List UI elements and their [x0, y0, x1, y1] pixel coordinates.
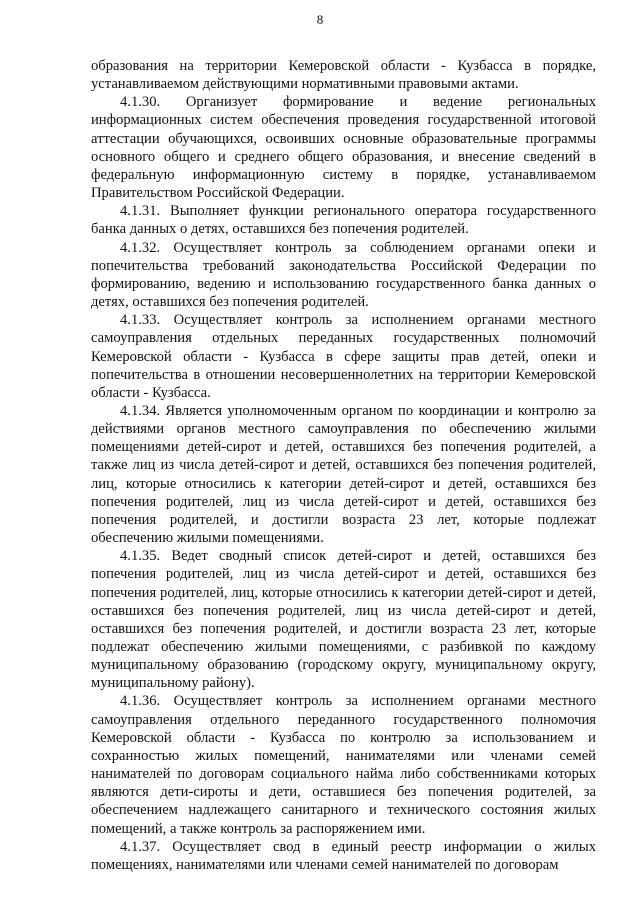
- paragraph-continuation: образования на территории Кемеровской области - Кузбасса в порядке, устанавливаемом действующими нормативными правовыми актами.: [91, 58, 596, 93]
- paragraph-4-1-33: 4.1.33. Осуществляет контроль за исполнением органами местного самоуправления отдельных переданных государственных полномочий Кемеровской области - Кузбасса в сфере защиты прав детей, опеки и попечительства в отношении несовершеннолетних на территории Кемеровской области - Кузбасса.: [91, 312, 596, 401]
- paragraph-4-1-31: 4.1.31. Выполняет функции регионального оператора государственного банка данных о детях, оставшихся без попечения родителей.: [91, 203, 596, 238]
- paragraph-4-1-30: 4.1.30. Организует формирование и ведение региональных информационных систем обеспечения проведения государственной итоговой аттестации обучающихся, освоивших основные образовательные программы основного общего и среднего общего образования, и внесение сведений в федеральную информационную систему в порядке, устанавливаемом Правительством Российской Федерации.: [91, 94, 596, 202]
- paragraph-4-1-32: 4.1.32. Осуществляет контроль за соблюдением органами опеки и попечительства требований законодательства Российской Федерации по формированию, ведению и использованию государственного банка данных о детях, оставшихся без попечения родителей.: [91, 239, 596, 311]
- paragraph-4-1-36: 4.1.36. Осуществляет контроль за исполнением органами местного самоуправления отдельного переданного государственного полномочия Кемеровской области - Кузбасса по контролю за использованием и сохранностью жилых помещений, нанимателями или членами семей нанимателей по договорам социального найма либо собственниками которых являются дети-сироты и дети, оставшиеся без попечения родителей, за обеспечением надлежащего санитарного и технического состояния жилых помещений, а также контроль за распоряжением ими.: [91, 693, 596, 837]
- paragraph-4-1-37: 4.1.37. Осуществляет свод в единый реестр информации о жилых помещениях, нанимателями или членами семей нанимателей по договорам: [91, 838, 596, 873]
- page-number: 8: [316, 12, 324, 27]
- paragraph-4-1-34: 4.1.34. Является уполномоченным органом по координации и контролю за действиями органов местного самоуправления по обеспечению жилыми помещениями детей-сирот и детей, оставшихся без попечения родителей, а также лиц из числа детей-сирот и детей, оставшихся без попечения родителей, лиц, которые относились к категории детей-сирот и детей, оставшихся без попечения родителей, лиц из числа детей-сирот и детей, оставшихся без попечения родителей, и достигли возраста 23 лет, которые подлежат обеспечению жилыми помещениями.: [91, 402, 596, 547]
- paragraph-4-1-35: 4.1.35. Ведет сводный список детей-сирот и детей, оставшихся без попечения родителей, лиц из числа детей-сирот и детей, оставшихся без попечения родителей, лиц, которые относились к категории детей-сирот и детей, оставшихся без попечения родителей, лиц из числа детей-сирот и детей, оставшихся без попечения родителей, и достигли возраста 23 лет, которые подлежат обеспечению жилыми помещениями, с разбивкой по каждому муниципальному образованию (городскому округу, муниципальному округу, муниципальному району).: [91, 548, 596, 692]
- document-body: [91, 57, 596, 874]
